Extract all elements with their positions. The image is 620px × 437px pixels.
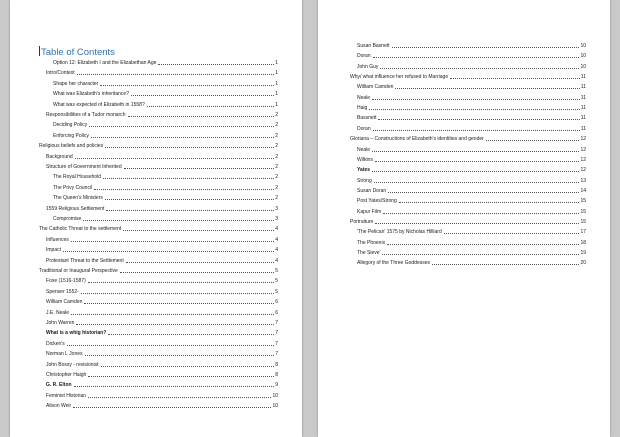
toc-entry[interactable]: [46, 161, 278, 170]
toc-entry[interactable]: [46, 348, 278, 357]
toc-page-number: 2: [275, 143, 278, 150]
toc-page-number: 8: [275, 361, 278, 368]
toc-page-number: 4: [275, 257, 278, 264]
toc-entry[interactable]: [357, 92, 586, 101]
toc-dot-leader: [108, 334, 274, 335]
toc-entry[interactable]: [357, 144, 586, 153]
toc-entry-text: The Royal Household: [53, 174, 102, 181]
toc-dot-leader: [369, 109, 580, 110]
toc-dot-leader: [444, 233, 580, 234]
toc-entry-text: Neale: [357, 94, 371, 101]
toc-dot-leader: [91, 137, 274, 138]
toc-entry-text: Background: [46, 153, 73, 160]
toc-entry[interactable]: [46, 327, 278, 336]
toc-page-number: 10: [272, 392, 278, 399]
toc-dot-leader: [74, 386, 275, 387]
toc-entry[interactable]: [53, 88, 278, 97]
toc-dot-leader: [101, 366, 275, 367]
toc-dot-leader: [71, 241, 274, 242]
toc-page-number: 1: [275, 91, 278, 98]
toc-dot-leader: [375, 223, 579, 224]
toc-dot-leader: [67, 345, 274, 346]
toc-dot-leader: [375, 161, 580, 162]
toc-dot-leader: [103, 178, 274, 179]
toc-page-number: 10: [580, 53, 586, 60]
toc-dot-leader: [374, 182, 580, 183]
toc-entry-text: Gloriana – Constructions of Elizabeth's identities and gender: [350, 136, 484, 143]
toc-dot-leader: [124, 168, 275, 169]
toc-entry[interactable]: [46, 338, 278, 347]
toc-entry-text: 'The Pelican' 1575 by Nicholas Hilliard: [357, 229, 442, 236]
toc-page-number: 11: [580, 84, 586, 91]
toc-entry[interactable]: [357, 185, 586, 194]
toc-dot-leader: [395, 88, 579, 89]
toc-entry[interactable]: [53, 57, 278, 66]
toc-page-number: 6: [275, 299, 278, 306]
toc-entry-text: John Guy: [357, 63, 379, 70]
toc-page-number: 10: [580, 43, 586, 49]
toc-entry-text: Bassnett: [357, 115, 377, 122]
toc-entry-text: Doran: [357, 53, 371, 60]
toc-entry[interactable]: [46, 151, 278, 160]
toc-entry-text: Portraiture: [350, 218, 374, 225]
toc-dot-leader: [158, 64, 274, 65]
toc-entry-text: Wilkins: [357, 156, 373, 163]
toc-entry[interactable]: [46, 359, 278, 368]
toc-dot-leader: [380, 68, 579, 69]
toc-entry-text: John Bossy - revisionist: [46, 361, 99, 368]
toc-entry-text: What was Elizabeth's inheritance?: [53, 91, 129, 98]
toc-entry-text: Deciding Policy: [53, 122, 88, 129]
toc-entry[interactable]: [39, 265, 278, 274]
toc-dot-leader: [383, 213, 579, 214]
toc-entry-text: Allegory of the Three Goddesses: [357, 260, 431, 267]
toc-entry-text: Yates: [357, 167, 371, 174]
toc-entry[interactable]: [46, 109, 278, 118]
toc-page-number: 8: [275, 372, 278, 378]
toc-entry[interactable]: [46, 369, 278, 378]
toc-dot-leader: [77, 74, 275, 75]
toc-page-number: 2: [275, 184, 278, 191]
toc-page-number: 20: [580, 260, 586, 267]
toc-page-number: 12: [580, 146, 586, 153]
toc-entry[interactable]: [53, 119, 278, 128]
toc-entry-text: John Warren: [46, 320, 75, 326]
toc-entry-text: J.E. Neale: [46, 309, 70, 316]
toc-entry-text: Doran: [357, 125, 371, 132]
toc-entry[interactable]: [357, 81, 586, 90]
toc-dot-leader: [94, 189, 274, 190]
toc-dot-leader: [392, 47, 580, 48]
toc-entry[interactable]: [46, 390, 278, 399]
toc-entry[interactable]: [357, 164, 586, 173]
toc-page-number: 1: [275, 101, 278, 108]
toc-dot-leader: [84, 303, 274, 304]
toc-entry[interactable]: [357, 175, 586, 184]
toc-dot-leader: [71, 314, 274, 315]
toc-dot-leader: [128, 116, 275, 117]
toc-page-number: 13: [580, 177, 586, 184]
toc-entry[interactable]: [53, 182, 278, 191]
toc-entry-text: Strong: [357, 177, 372, 184]
toc-dot-leader: [432, 264, 579, 265]
toc-entry[interactable]: [46, 379, 278, 388]
toc-page-number: 11: [580, 115, 586, 122]
toc-dot-leader: [105, 199, 274, 200]
toc-page-number: 10: [272, 403, 278, 410]
toc-entry[interactable]: [357, 123, 586, 132]
toc-page-number: 2: [275, 164, 278, 170]
toc-entry[interactable]: [357, 226, 586, 235]
toc-dot-leader: [81, 293, 274, 294]
toc-entry-text: Responsibilities of a Tudor monarch: [46, 112, 126, 118]
toc-dot-leader: [85, 355, 275, 356]
toc-dot-leader: [147, 106, 274, 107]
toc-entry[interactable]: [53, 78, 278, 87]
toc-entry-text: The Phoenix: [357, 239, 386, 246]
toc-entry-text: Protestant Threat to the Settlement: [46, 257, 124, 264]
toc-dot-leader: [373, 130, 580, 131]
toc-page-number: 7: [275, 320, 278, 326]
toc-page-number: 1: [275, 60, 278, 66]
toc-entry[interactable]: [357, 154, 586, 163]
toc-page-number: 4: [275, 236, 278, 243]
toc-page-number: 2: [275, 195, 278, 202]
toc-page-number: 17: [580, 229, 586, 236]
toc-entry-text: Neale: [357, 146, 371, 153]
toc-entry-text: William Camden: [357, 84, 394, 91]
toc-entry[interactable]: [53, 171, 278, 180]
toc-page-number: 3: [275, 205, 278, 212]
toc-entry-text: What is a whig historian?: [46, 330, 107, 337]
toc-entry[interactable]: [46, 296, 278, 305]
toc-page-number: 2: [275, 153, 278, 160]
toc-entry[interactable]: [357, 247, 586, 256]
toc-dot-leader: [88, 376, 274, 377]
toc-dot-leader: [123, 230, 274, 231]
toc-page-number: 2: [275, 122, 278, 129]
toc-dot-leader: [372, 99, 580, 100]
toc-entry[interactable]: [357, 40, 586, 49]
toc-entry[interactable]: [357, 206, 586, 215]
toc-dot-leader: [83, 220, 274, 221]
toc-dot-leader: [89, 126, 274, 127]
toc-page-number: 7: [275, 330, 278, 337]
toc-entry[interactable]: [357, 237, 586, 246]
toc-dot-leader: [486, 140, 580, 141]
toc-page-number: 15: [580, 218, 586, 225]
toc-entry[interactable]: [39, 140, 278, 149]
toc-page-number: 12: [580, 156, 586, 163]
toc-entry-text: Influences: [46, 236, 69, 243]
toc-dot-leader: [120, 272, 274, 273]
toc-page-number: 1: [275, 80, 278, 87]
toc-entry[interactable]: [46, 317, 278, 326]
toc-dot-leader: [75, 158, 275, 159]
toc-entry-text: Christopher Haigh: [46, 372, 87, 378]
toc-page-number: 18: [580, 239, 586, 246]
toc-dot-leader: [76, 324, 274, 325]
toc-dot-leader: [450, 78, 580, 79]
toc-dot-leader: [388, 192, 579, 193]
toc-entry-text: Dicken's: [46, 340, 65, 347]
toc-entry[interactable]: [53, 99, 278, 108]
toc-page-number: 2: [275, 174, 278, 181]
toc-page-number: 14: [580, 187, 586, 194]
toc-page-number: 15: [580, 198, 586, 205]
toc-entry[interactable]: [357, 102, 586, 111]
toc-entry-text: Impact: [46, 247, 62, 254]
toc-entry-text: Traditional or Inaugural Perspective: [39, 268, 118, 274]
toc-entry-text: What was expected of Elizabeth in 1558?: [53, 101, 145, 108]
toc-dot-leader: [100, 85, 274, 86]
toc-page-number: 12: [580, 167, 586, 174]
toc-page-number: 9: [275, 382, 278, 389]
toc-dot-leader: [399, 202, 580, 203]
toc-entry[interactable]: [46, 244, 278, 253]
toc-dot-leader: [382, 254, 579, 255]
toc-page-number: 4: [275, 247, 278, 254]
toc-entry-text: Option 12: Elizabeth I and the Elizabethan Age: [53, 60, 157, 66]
toc-entry-text: Shape her character: [53, 80, 99, 87]
toc-page-number: 11: [580, 74, 586, 81]
toc-entry[interactable]: [357, 195, 586, 204]
toc-page-number: 5: [275, 288, 278, 295]
toc-page-number: 15: [580, 208, 586, 215]
document-page-right: [318, 0, 610, 437]
toc-entry-text: Alison Weir: [46, 403, 72, 410]
toc-entry-text: Structure of Government Inherited: [46, 164, 122, 170]
toc-entry-text: Spenser 1552-: [46, 288, 79, 295]
toc-entry[interactable]: [357, 112, 586, 121]
toc-page-number: 12: [580, 136, 586, 143]
toc-dot-leader: [73, 407, 271, 408]
toc-dot-leader: [88, 397, 271, 398]
toc-dot-leader: [372, 171, 579, 172]
toc-entry-text: Compromise: [53, 216, 82, 222]
toc-entry[interactable]: [46, 67, 278, 76]
toc-page-number: 7: [275, 351, 278, 358]
toc-entry[interactable]: [53, 130, 278, 139]
toc-dot-leader: [88, 282, 274, 283]
toc-page-number: 11: [580, 94, 586, 101]
toc-entry-text: The Privy Council: [53, 184, 93, 191]
toc-title-text: Table of Contents: [41, 47, 115, 58]
toc-page-number: 3: [275, 216, 278, 222]
toc-entry-text: The Queen's Ministers: [53, 195, 103, 202]
toc-page-number: 4: [275, 226, 278, 233]
toc-entry-text: The Catholic Threat to the settlement: [39, 226, 122, 233]
toc-dot-leader: [106, 210, 274, 211]
toc-page-number: 6: [275, 309, 278, 316]
toc-entry-text: Intro/Context: [46, 70, 75, 77]
toc-dot-leader: [387, 244, 579, 245]
toc-entry[interactable]: [53, 192, 278, 201]
toc-page-number: 11: [580, 105, 586, 112]
toc-page-number: 7: [275, 340, 278, 347]
toc-entry-text: Religious beliefs and policies: [39, 143, 104, 150]
toc-entry[interactable]: [46, 275, 278, 284]
toc-entry-text: Post Yates/Strong: [357, 198, 397, 205]
toc-entry-text: Susan Doran: [357, 187, 387, 194]
toc-dot-leader: [63, 251, 274, 252]
toc-entry-text: Kapur Film: [357, 208, 382, 215]
toc-entry-text: William Camden: [46, 299, 83, 306]
toc-dot-leader: [373, 57, 580, 58]
toc-entry[interactable]: [350, 71, 586, 80]
toc-entry-text: The Sieve': [357, 250, 381, 256]
toc-entry-text: 1559 Religious Settlement: [46, 205, 105, 212]
toc-page-number: 2: [275, 112, 278, 118]
toc-entry[interactable]: [46, 286, 278, 295]
toc-entry-text: Foxe (1516-1587): [46, 278, 86, 285]
document-page-left: [10, 0, 302, 437]
toc-entry[interactable]: [46, 307, 278, 316]
toc-entry[interactable]: [350, 133, 586, 142]
toc-entry[interactable]: [53, 213, 278, 222]
toc-page-number: 2: [275, 132, 278, 139]
toc-entry-text: Norman L Jones: [46, 351, 83, 358]
toc-entry[interactable]: [46, 400, 278, 409]
toc-entry[interactable]: [357, 257, 586, 266]
toc-entry[interactable]: [46, 203, 278, 212]
toc-page-number: 5: [275, 268, 278, 274]
toc-page-number: 1: [275, 70, 278, 77]
toc-entry[interactable]: [46, 255, 278, 264]
toc-entry-text: Feminist Historian: [46, 392, 87, 399]
toc-page-number: 10: [580, 63, 586, 70]
toc-entry-text: G. R. Elton: [46, 382, 72, 389]
toc-entry-text: Haig: [357, 105, 368, 112]
toc-dot-leader: [105, 147, 274, 148]
toc-entry-text: Susan Basnett: [357, 43, 390, 49]
text-cursor: [39, 46, 40, 56]
toc-dot-leader: [126, 262, 274, 263]
toc-dot-leader: [378, 119, 579, 120]
toc-page-number: 19: [580, 250, 586, 256]
toc-entry[interactable]: [350, 216, 586, 225]
toc-entry[interactable]: [357, 61, 586, 70]
toc-entry[interactable]: [39, 223, 278, 232]
toc-entry-text: Enforcing Policy: [53, 132, 89, 139]
toc-dot-leader: [372, 151, 579, 152]
toc-entry-text: Why/ what influence her refused to Marriage: [350, 74, 449, 81]
toc-dot-leader: [131, 95, 274, 96]
toc-entry[interactable]: [357, 50, 586, 59]
toc-page-number: 5: [275, 278, 278, 285]
toc-entry[interactable]: [46, 234, 278, 243]
toc-page-number: 11: [580, 125, 586, 132]
